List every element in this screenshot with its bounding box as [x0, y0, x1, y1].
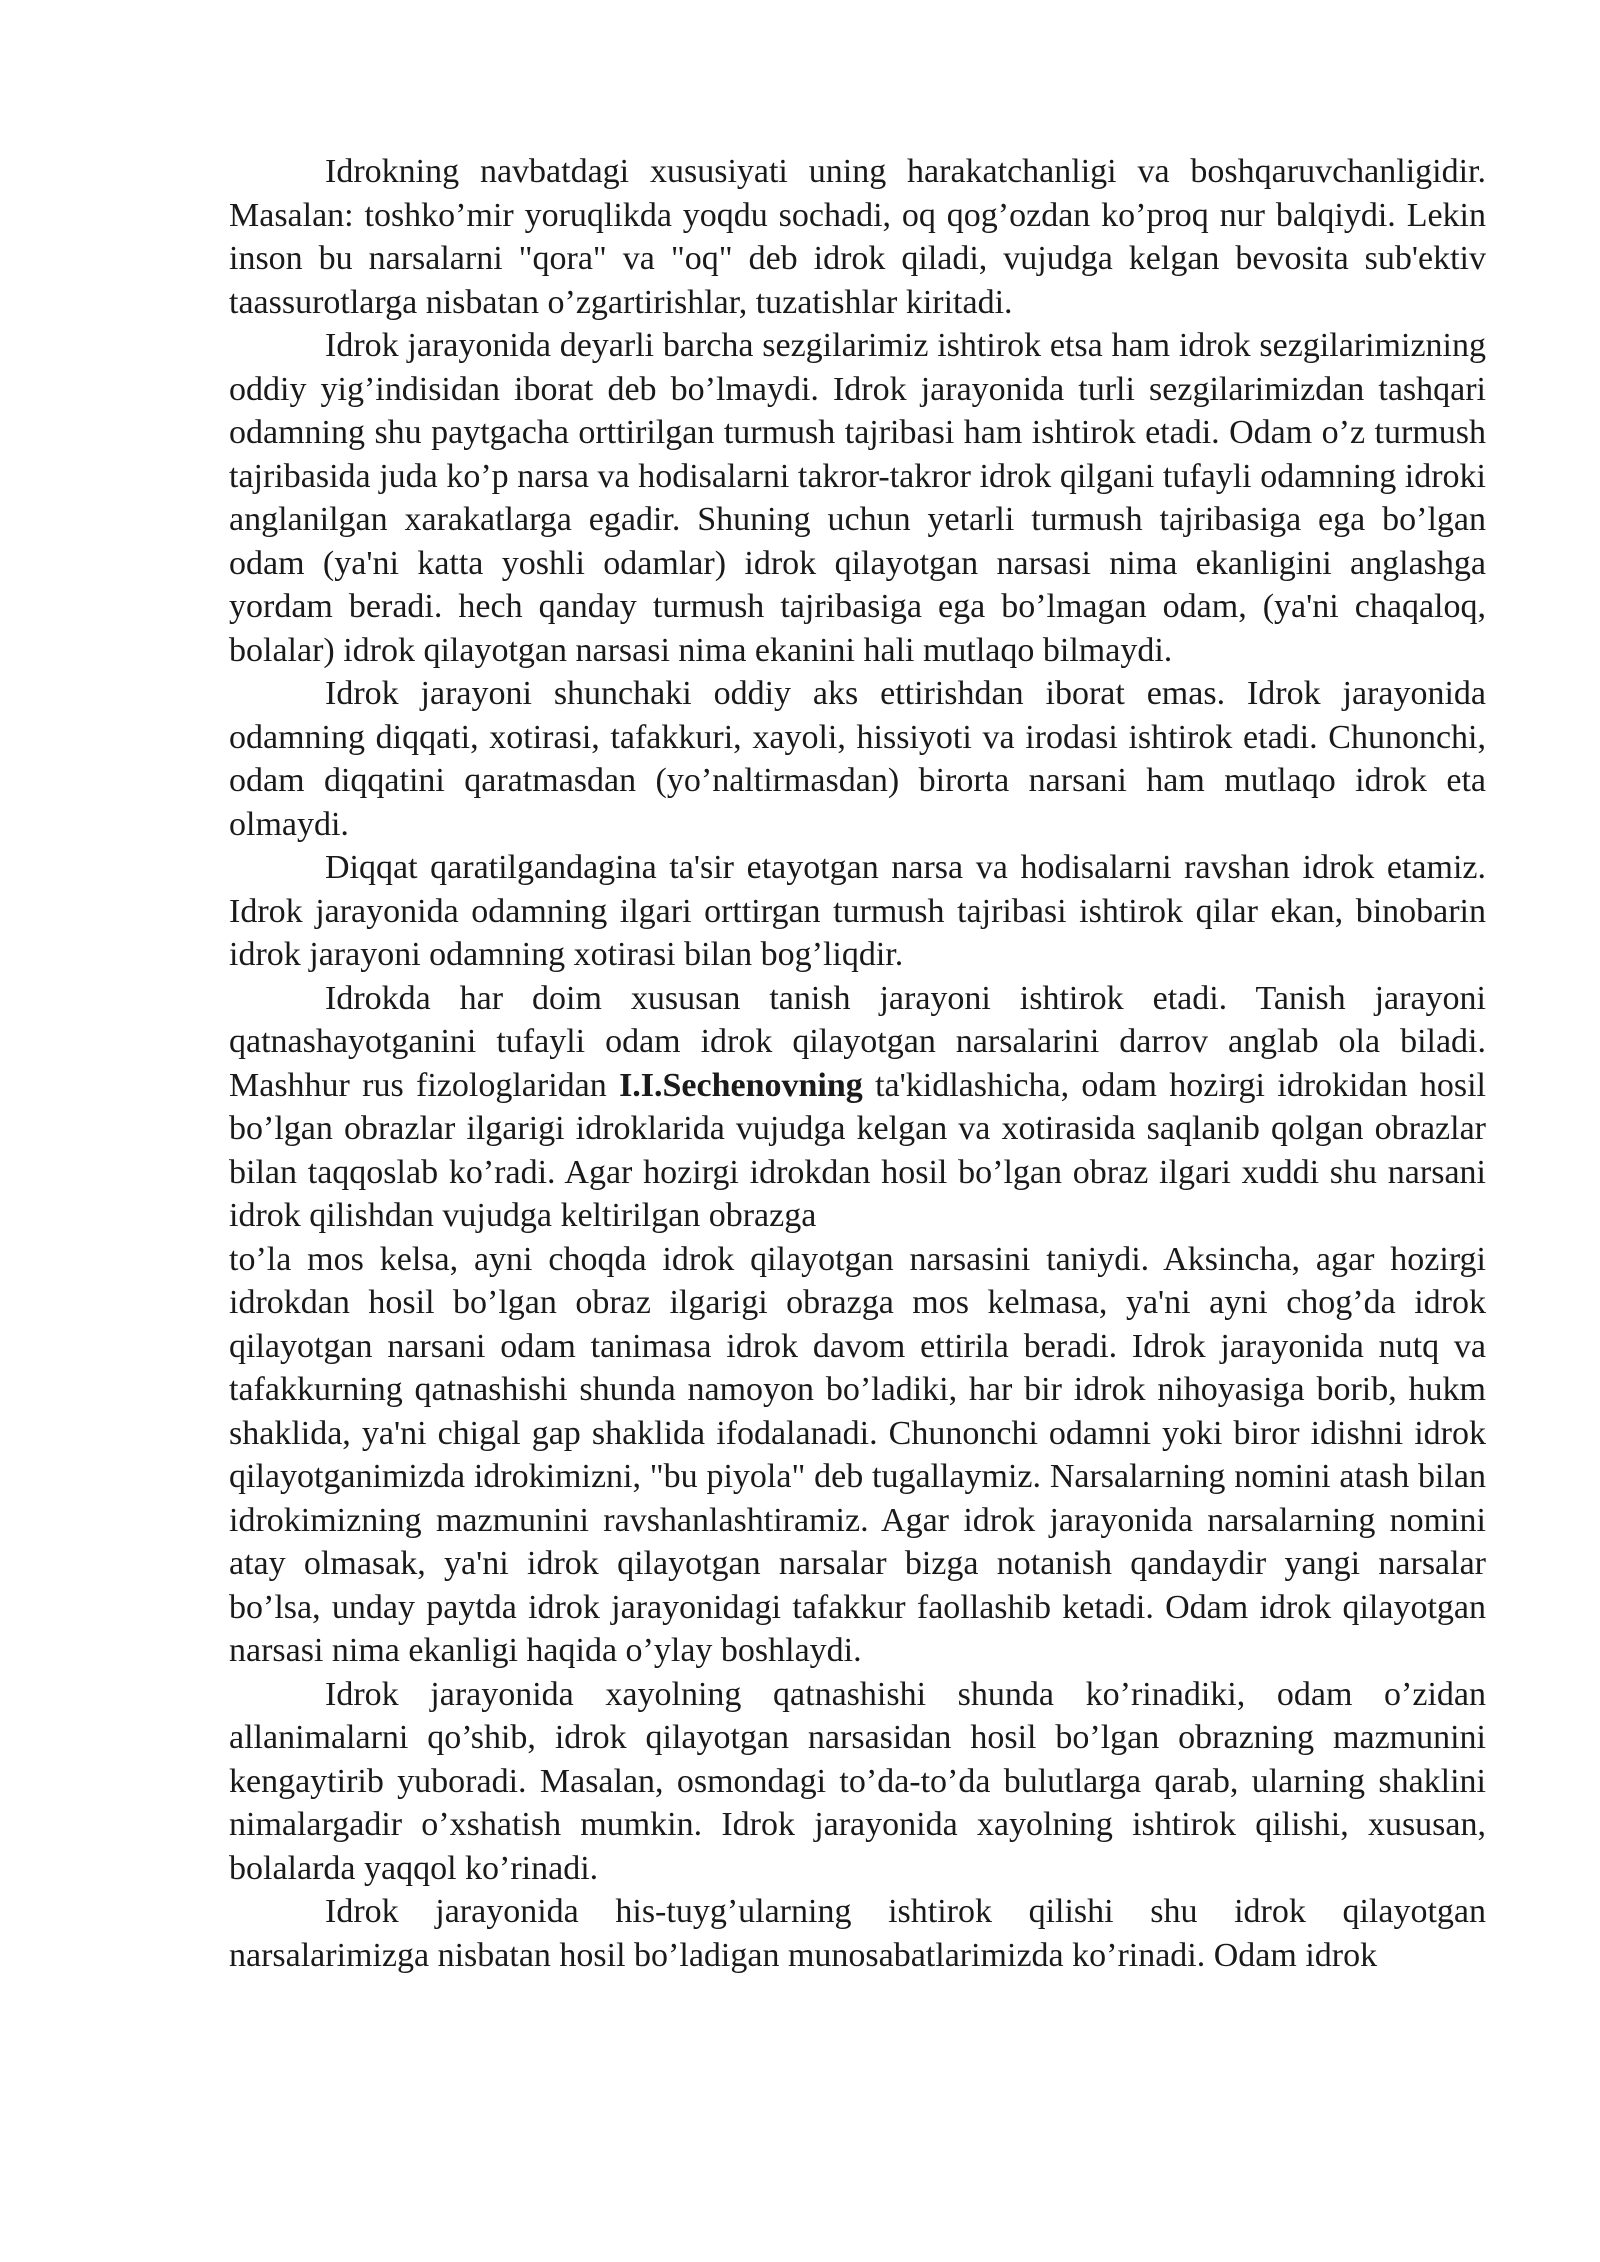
paragraph-6: Idrok jarayonida xayolning qatnashishi shunda ko’rinadiki, odam o’zidan allanimalarni qo’shib, idrok qilayotgan narsasidan hosil bo’lgan obrazning mazmunini kengaytirib yuboradi. Masalan, osmondagi to’da-to’da bulutlarga qarab, ularning shaklini nimalargadir o’xshatish mumkin. Idrok jarayonida xayolning ishtirok qilishi, xususan, bolalarda yaqqol ko’rinadi. — [229, 1675, 1486, 1887]
paragraph-5-continuation: to’la mos kelsa, ayni choqda idrok qilayotgan narsasini taniydi. Aksincha, agar hozirgi idrokdan hosil bo’lgan obraz ilgarigi obrazga mos kelmasa, ya'ni ayni chog’da idrok qilayotgan narsani odam tanimasa idrok davom ettirila beradi. Idrok jarayonida nutq va tafakkurning qatnashishi shunda namoyon bo’ladiki, har bir idrok nihoyasiga borib, hukm shaklida, ya'ni chigal gap shaklida ifodalanadi. Chunonchi odamni yoki biror idishni idrok qilayotganimizda idrokimizni, "bu piyola" deb tugallaymiz. Narsalarning nomini atash bilan idrokimizning mazmunini ravshanlashtiramiz. Agar idrok jarayonida narsalarning nomini atay olmasak, ya'ni idrok qilayotgan narsalar bizga notanish qandaydir yangi narsalar bo’lsa, unday paytda idrok jarayonidagi tafakkur faollashib ketadi. Odam idrok qilayotgan narsasi nima ekanligi haqida o’ylay boshlaydi. — [229, 1240, 1486, 1669]
paragraph-3: Idrok jarayoni shunchaki oddiy aks ettirishdan iborat emas. Idrok jarayonida odamning diqqati, xotirasi, tafakkuri, xayoli, hissiyoti va irodasi ishtirok etadi. Chunonchi, odam diqqatini qaratmasdan (yo’naltirmasdan) birorta narsani ham mutlaqo idrok eta olmaydi. — [229, 675, 1486, 843]
paragraph-2: Idrok jarayonida deyarli barcha sezgilarimiz ishtirok etsa ham idrok sezgilarimizning oddiy yig’indisidan iborat deb bo’lmaydi. Idrok jarayonida turli sezgilarimizdan tashqari odamning shu paytgacha orttirilgan turmush tajribasi ham ishtirok etadi. Odam o’z turmush tajribasida juda ko’p narsa va hodisalarni takror-takror idrok qilgani tufayli odamning idroki anglanilgan xarakatlarga egadir. Shuning uchun yetarli turmush tajribasiga ega bo’lgan odam (ya'ni katta yoshli odamlar) idrok qilayotgan narsasi nima ekanligini anglashga yordam beradi. hech qanday turmush tajribasiga ega bo’lmagan odam, (ya'ni chaqaloq, bolalar) idrok qilayotgan narsasi nima ekanini hali mutlaqo bilmaydi. — [229, 327, 1486, 669]
document-page — [229, 150, 1486, 1977]
paragraph-7: Idrok jarayonida his-tuyg’ularning ishtirok qilishi shu idrok qilayotgan narsalarimizga nisbatan hosil bo’ladigan munosabatlarimizda ko’rinadi. Odam idrok — [229, 1893, 1486, 1974]
author-name-bold: I.I.Sechenovning — [619, 1066, 863, 1104]
paragraph-5 — [229, 977, 1486, 1238]
paragraph-1: Idrokning navbatdagi xususiyati uning harakatchanligi va boshqaruvchanligidir. Masalan: toshko’mir yoruqlikda yoqdu sochadi, oq qog’ozdan ko’proq nur balqiydi. Lekin inson bu narsalarni "qora" va "oq" deb idrok qiladi, vujudga kelgan bevosita sub'ektiv taassurotlarga nisbatan o’zgartirishlar, tuzatishlar kiritadi. — [229, 153, 1486, 321]
paragraph-4: Diqqat qaratilgandagina ta'sir etayotgan narsa va hodisalarni ravshan idrok etamiz. Idrok jarayonida odamning ilgari orttirgan turmush tajribasi ishtirok qilar ekan, binobarin idrok jarayoni odamning xotirasi bilan bog’liqdir. — [229, 849, 1486, 973]
paragraph-5-text-end: ta'kidlashicha, odam hozirgi idrokidan hosil bo’lgan obrazlar ilgarigi idroklarida vujudga kelgan va xotirasida saqlanib qolgan obrazlar bilan taqqoslab ko’radi. Agar hozirgi idrokdan hosil bo’lgan obraz ilgari xuddi shu narsani idrok qilishdan vujudga keltirilgan obrazga — [229, 1066, 1486, 1234]
paragraph-5-text-start: Idrokda har doim xususan tanish jarayoni ishtirok etadi. Tanish jarayoni qatnashayotganini tufayli odam idrok qilayotgan narsalarini darrov anglab ola biladi. Mashhur rus fizologlaridan — [229, 979, 1486, 1104]
